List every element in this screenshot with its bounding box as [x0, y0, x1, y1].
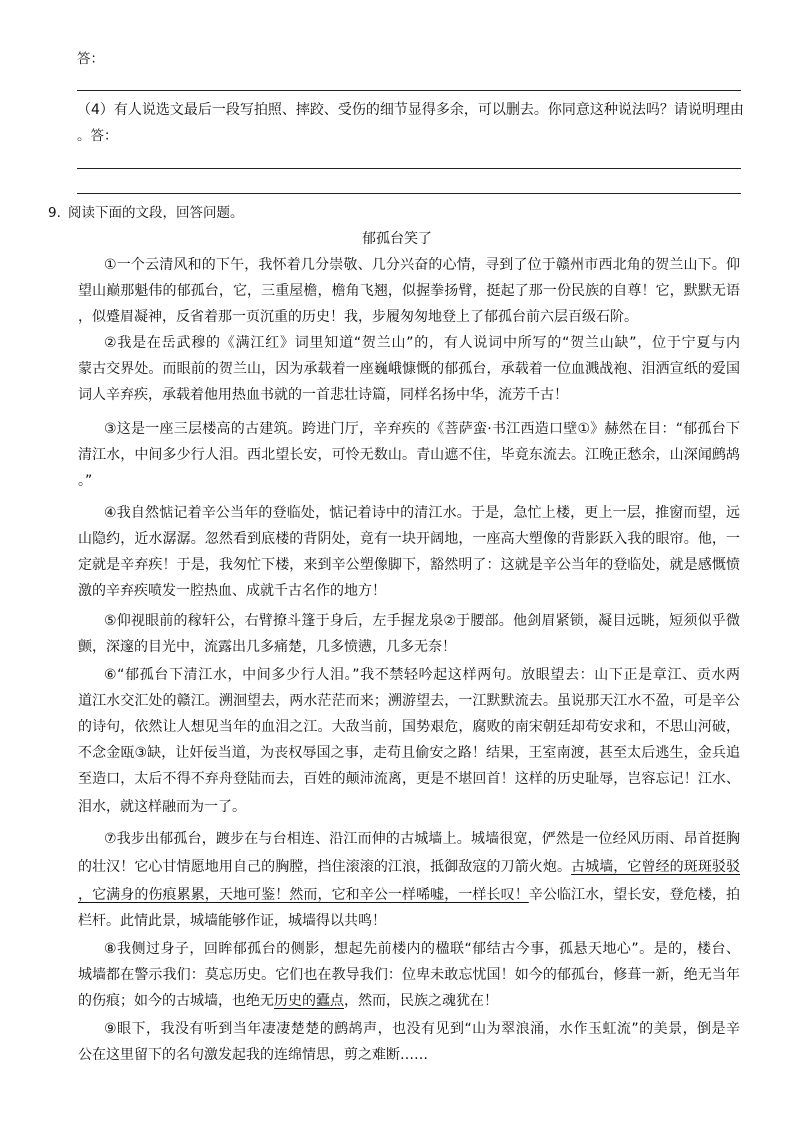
q8-answer-prefix: 答：	[77, 51, 104, 67]
text-line: 。”	[78, 473, 93, 489]
text-line: ⑨眼下，我没有听到当年凄凄楚楚的鹧鸪声，也没有见到“山为翠浪涌，水作玉虹流”的美景，倒是辛	[104, 1021, 740, 1037]
text-line: 山隐约，近水潺潺。忽然看到底楼的背阴处，竟有一块开阔地，一座高大塑像的背影跃入我的眼帘。他，一	[78, 531, 740, 547]
text-line: 公在这里留下的名句激发起我的连绵情思，剪之难断……	[78, 1047, 428, 1063]
text-line: 激的辛弃疾喷发一腔热血、成就千古名作的地方！	[78, 583, 386, 599]
text-line: 道江水交汇处的赣江。溯洄望去，两水茫茫而来；溯游望去，一江默默流去。虽说那天江水不盈，可是辛公	[78, 693, 740, 709]
text-line: 城墙都在警示我们：莫忘历史。它们也在教导我们：位卑未敢忘忧国！如今的郁孤台，修葺一新，绝无当年	[78, 967, 740, 983]
underlined-sentence: 古城墙，它曾经的斑斑驳驳	[571, 859, 741, 875]
underlined-sentence: ，它满身的伤痕累累，天地可鉴！然而，它和辛公一样唏嘘，一样长叹！	[78, 887, 529, 903]
underlined-phrase: 历史的蠹点	[274, 993, 344, 1009]
text-line: ④我自然惦记着辛公当年的登临处，惦记着诗中的清江水。于是，急忙上楼，更上一层，推窗而望，远	[104, 505, 740, 521]
text-line	[78, 992, 740, 1010]
text-line: 定就是辛弃疾！于是，我匆忙下楼，来到辛公塑像脚下，豁然明了：这就是辛公当年的登临处，就是感慨愤	[78, 557, 740, 573]
text-line: 泪水，就这样融而为一了。	[78, 799, 246, 815]
text-line	[78, 886, 740, 904]
text-line: 栏杆。此情此景，城墙能够作证，城墙得以共鸣！	[78, 913, 386, 929]
text-line: ①一个云清风和的下午，我怀着几分崇敬、几分兴奋的心情，寻到了位于赣州市西北角的贺兰山下。仰	[104, 257, 740, 273]
text-line: 颤，深邃的目光中，流露出几多痛楚，几多愤懑，几多无奈！	[78, 639, 456, 655]
answer-line-2	[77, 168, 741, 169]
text-line: 清江水，中间多少行人泪。西北望长安，可怜无数山。青山遮不住，毕竟东流去。江晚正愁余，山深闻鹧鸪	[78, 447, 740, 463]
text-line: 不念金瓯③缺，让奸佞当道，为丧权辱国之事，走苟且偷安之路！结果，王室南渡，甚至太后逃生，金兵追	[78, 745, 740, 761]
text-line: 的诗句，依然让人想见当年的血泪之江。大敌当前，国势艰危，腐败的南宋朝廷却苟安求和，不思山河破，	[78, 719, 740, 735]
text-line: ⑧我侧过身子，回眸郁孤台的侧影，想起先前楼内的楹联“郁结古今事，孤悬天地心”。是的，楼台、	[104, 941, 740, 957]
q8-sub4-question: （4）有人说选文最后一段写拍照、摔跤、受伤的细节显得多余，可以删去。你同意这种说法吗？请说明理由	[77, 102, 744, 118]
text-segment: 的壮汉！它心甘情愿地用自己的胸膛，挡住滚滚的江浪，抵御敌寇的刀箭火炮。	[78, 859, 572, 875]
text-line: ⑤仰视眼前的稼轩公，右臂撩斗篷于身后，左手握龙泉②于腰部。他剑眉紧锁，凝目远眺，短须似乎微	[104, 613, 740, 629]
text-line: 望山巅那魁伟的郁孤台，它，三重屋檐，檐角飞翘，似握拳扬臂，挺起了那一份民族的自尊！它，默默无语	[78, 283, 740, 299]
q9-number: 9.	[48, 205, 61, 221]
text-line: 至造口，太后不得不弃舟登陆而去，百姓的颠沛流离，更是不堪回首！这样的历史耻辱，岂容忘记！江水、	[78, 771, 740, 787]
text-line: ⑦我步出郁孤台，踱步在与台相连、沿江而伸的古城墙上。城墙很宽，俨然是一位经风历雨、昂首挺胸	[104, 831, 740, 847]
text-line: ⑥“郁孤台下清江水，中间多少行人泪。”我不禁轻吟起这样两句。放眼望去：山下正是章江、贡水两	[104, 667, 740, 683]
text-segment: ，然而，民族之魂犹在！	[344, 993, 498, 1009]
text-line: ，似蹙眉凝神，反省着那一页沉重的历史！我，步履匆匆地登上了郁孤台前六层百级石阶。	[78, 309, 638, 325]
answer-line-3	[77, 193, 741, 194]
text-line: 词人辛弃疾，承载着他用热血书就的一首悲壮诗篇，同样名扬中华，流芳千古！	[78, 387, 568, 403]
text-line	[78, 858, 740, 876]
text-segment: 辛公临江水，望长安，登危楼，拍	[528, 887, 740, 903]
q9-instruction: 阅读下面的文段，回答问题。	[68, 205, 244, 221]
text-segment: 的伤痕；如今的古城墙，也绝无	[78, 993, 274, 1009]
text-line: 蒙古交界处。而眼前的贺兰山，因为承载着一座巍峨慷慨的郁孤台，承载着一位血溅战袍、泪洒宣纸的爱国	[78, 361, 740, 377]
text-line: ②我是在岳武穆的《满江红》词里知道“贺兰山”的，有人说词中所写的“贺兰山缺”，位于宁夏与内	[104, 335, 740, 351]
q8-sub4-answer-prefix: 。答：	[77, 128, 118, 144]
answer-line-1	[77, 90, 741, 91]
passage-title: 郁孤台笑了	[362, 231, 432, 247]
text-line: ③这是一座三层楼高的古建筑。跨进门厅，辛弃疾的《菩萨蛮·书江西造口壁①》赫然在目：“郁孤台下	[104, 421, 740, 437]
